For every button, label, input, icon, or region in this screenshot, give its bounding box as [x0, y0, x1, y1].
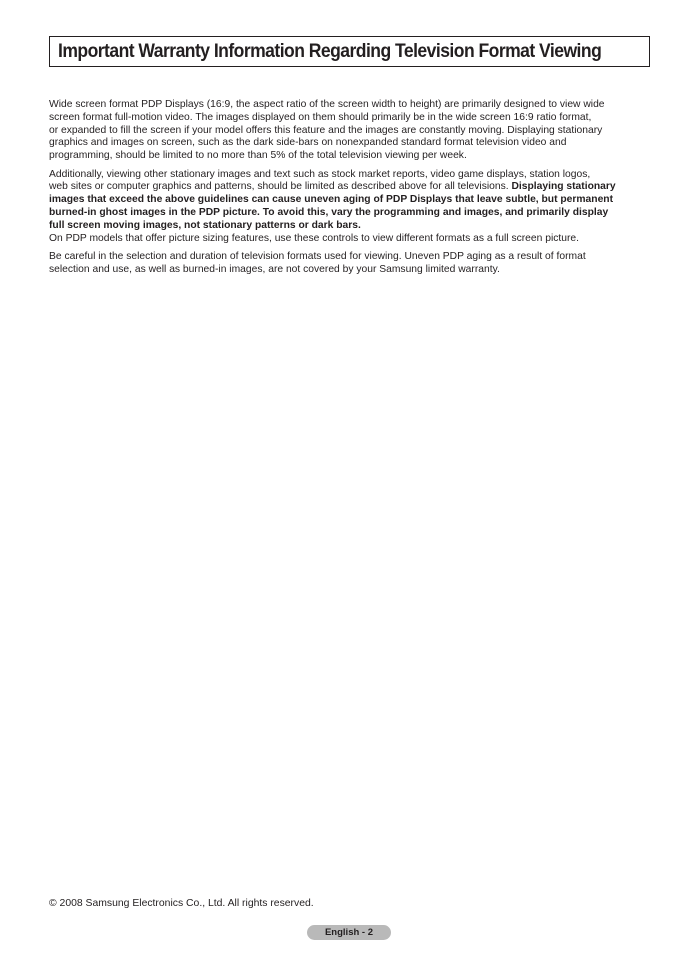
text-line: Be careful in the selection and duration of television formats used for viewing. Uneven PDP aging as a result of format — [49, 250, 586, 262]
text-line: screen format full-motion video. The images displayed on them should primarily be in the wide screen 16:9 ratio format, — [49, 111, 592, 123]
warning-text-line: burned-in ghost images in the PDP picture. To avoid this, vary the programming and images, and primarily display — [49, 206, 609, 218]
copyright-notice: © 2008 Samsung Electronics Co., Ltd. All rights reserved. — [49, 898, 314, 909]
warning-text-line: images that exceed the above guidelines can cause uneven aging of PDP Displays that leave subtle, but permanent — [49, 194, 614, 206]
text-line — [49, 181, 649, 194]
page-title: Important Warranty Information Regarding Television Format Viewing — [58, 40, 602, 62]
text-line: selection and use, as well as burned-in images, are not covered by your Samsung limited warranty. — [49, 263, 500, 275]
paragraph-warranty-note — [49, 251, 649, 277]
text-line: On PDP models that offer picture sizing features, use these controls to view different formats as a full screen picture. — [49, 232, 579, 244]
document-body — [49, 99, 649, 282]
text-line: Wide screen format PDP Displays (16:9, the aspect ratio of the screen width to height) are primarily designed to view wide — [49, 99, 605, 110]
warning-text: Displaying stationary — [511, 181, 616, 193]
title-box — [49, 36, 650, 67]
text-line: Additionally, viewing other stationary images and text such as stock market reports, video game displays, station logos, — [49, 168, 591, 180]
paragraph-picture-sizing — [49, 233, 649, 246]
page-number-badge: English - 2 — [307, 925, 391, 940]
text-line: graphics and images on screen, such as the dark side-bars on nonexpanded standard format television video and — [49, 137, 567, 149]
warning-text-line: full screen moving images, not stationary patterns or dark bars. — [49, 219, 361, 231]
text-line: programming, should be limited to no more than 5% of the total television viewing per week. — [49, 150, 467, 162]
paragraph-widescreen — [49, 99, 649, 163]
paragraph-stationary-images — [49, 169, 649, 233]
text-line: or expanded to fill the screen if your model offers this feature and the images are constantly moving. Displaying stationary — [49, 124, 603, 136]
text-segment: web sites or computer graphics and patterns, should be limited as described above for all televisions. — [49, 181, 512, 193]
